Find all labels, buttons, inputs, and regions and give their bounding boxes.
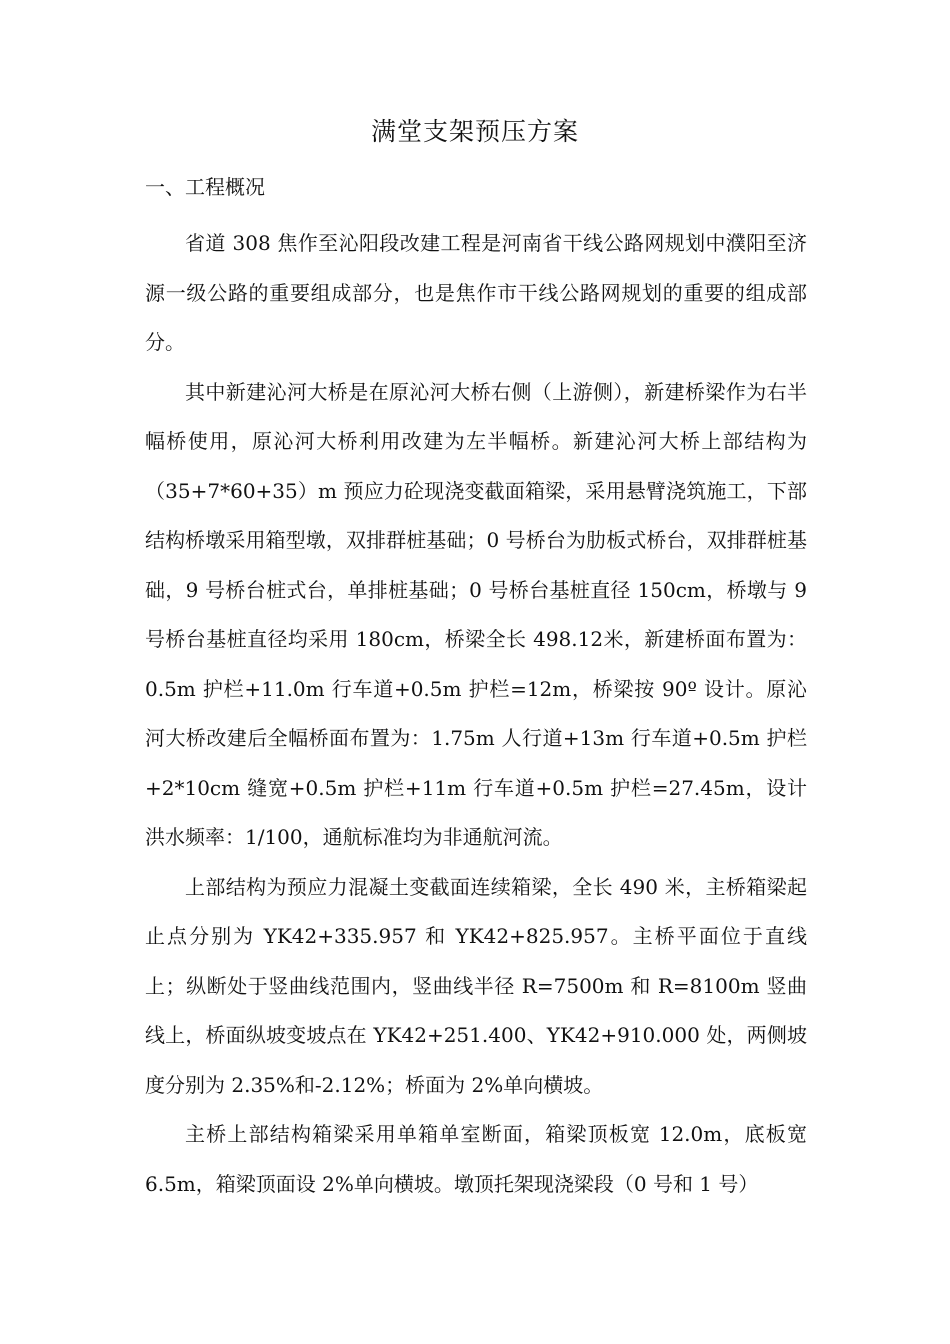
paragraph-superstructure: 上部结构为预应力混凝土变截面连续箱梁，全长 490 米，主桥箱梁起止点分别为 YK42+335.957 和 YK42+825.957。主桥平面位于直线上；纵断处于竖曲线范围内，竖曲线半径 R=7500m 和 R=8100m 竖曲线上，桥面纵坡变坡点在 YK42+251.400、YK42+910.000 处，两侧坡度分别为 2.35%和-2.12%；桥面为 2%单向横坡。: [145, 874, 807, 1097]
paragraph-box-girder: 主桥上部结构箱梁采用单箱单室断面，箱梁顶板宽 12.0m，底板宽 6.5m，箱梁顶面设 2%单向横坡。墩顶托架现浇梁段（0 号和 1 号）: [145, 1122, 807, 1196]
document-title: 满堂支架预压方案: [370, 117, 579, 146]
paragraph-bridge-description: 其中新建沁河大桥是在原沁河大桥右侧（上游侧），新建桥梁作为右半幅桥使用，原沁河大桥利用改建为左半幅桥。新建沁河大桥上部结构为（35+7*60+35）m 预应力砼现浇变截面箱梁，采用悬臂浇筑施工，下部结构桥墩采用箱型墩，双排群桩基础；0 号桥台为肋板式桥台，双排群桩基础，9 号桥台桩式台，单排桩基础；0 号桥台基桩直径 150cm，桥墩与 9 号桥台基桩直径均采用 180cm，桥梁全长 498.12米，新建桥面布置为：0.5m 护栏+11.0m 行车道+0.5m 护栏=12m，桥梁按 90º 设计。原沁河大桥改建后全幅桥面布置为：1.75m 人行道+13m 行车道+0.5m 护栏+2*10cm 缝宽+0.5m 护栏+11m 行车道+0.5m 护栏=27.45m，设计洪水频率：1/100，通航标准均为非通航河流。: [145, 379, 807, 849]
section-heading: 一、工程概况: [145, 175, 265, 199]
document-body: [145, 219, 807, 1209]
paragraph-overview: 省道 308 焦作至沁阳段改建工程是河南省干线公路网规划中濮阳至济源一级公路的重要组成部分，也是焦作市干线公路网规划的重要的组成部分。: [145, 231, 807, 354]
